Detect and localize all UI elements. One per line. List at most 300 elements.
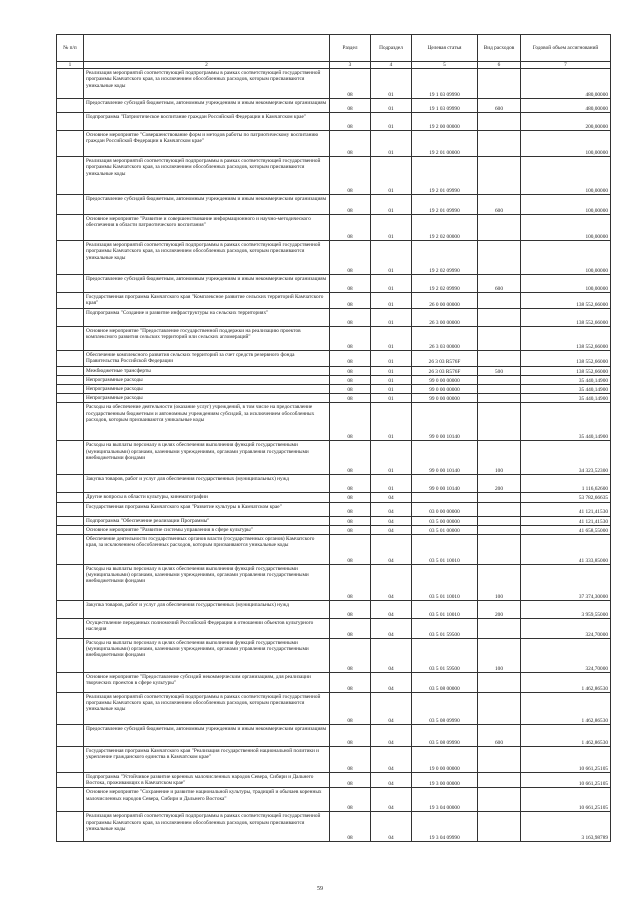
cell-amount: 138 552,66000 <box>521 309 611 327</box>
cell-expense-type <box>478 516 521 525</box>
cell-podrazdel: 04 <box>371 812 412 842</box>
cell-target-article: 03 5 08 09990 <box>412 725 478 747</box>
cell-num <box>57 375 84 384</box>
cell-expense-type <box>478 493 521 502</box>
cell-podrazdel: 01 <box>371 375 412 384</box>
cell-razdel: 08 <box>330 788 371 812</box>
cell-podrazdel: 04 <box>371 502 412 516</box>
cell-expense-type <box>478 215 521 241</box>
cell-name: Реализация мероприятий соответствующей подпрограммы в рамках соответствующей государственной программы Камчатского края, за исключением обособленных расходов, которым присваиваются уникальные коды <box>84 69 330 99</box>
cell-target-article: 03 5 00 00000 <box>412 516 478 525</box>
cell-amount: 10 661,25105 <box>521 788 611 812</box>
cell-expense-type <box>478 535 521 565</box>
cell-expense-type <box>478 673 521 693</box>
table-row <box>57 502 611 516</box>
cell-razdel: 08 <box>330 639 371 673</box>
cell-name: Закупка товаров, работ и услуг для обеспечения государственных (муниципальных) нужд <box>84 601 330 619</box>
column-number: 3 <box>330 62 371 69</box>
cell-podrazdel: 01 <box>371 441 412 475</box>
cell-target-article: 99 0 00 10140 <box>412 403 478 441</box>
cell-expense-type: 600 <box>478 275 521 293</box>
cell-expense-type: 600 <box>478 99 521 113</box>
cell-target-article: 19 3 04 09990 <box>412 812 478 842</box>
cell-podrazdel: 01 <box>371 69 412 99</box>
cell-name: Обеспечение комплексного развития сельских территорий за счет средств резервного фонда Правительства Российской Федерации <box>84 351 330 366</box>
cell-target-article: 19 2 01 09990 <box>412 195 478 215</box>
cell-expense-type <box>478 502 521 516</box>
cell-target-article: 19 3 04 00000 <box>412 788 478 812</box>
table-row <box>57 565 611 601</box>
cell-name: Обеспечение деятельности государственных органов власти (государственных органов) Камчатского края, за исключением обособленных расходов, которым присваиваются уникальные коды <box>84 535 330 565</box>
cell-target-article <box>412 493 478 502</box>
cell-num <box>57 535 84 565</box>
cell-podrazdel: 04 <box>371 725 412 747</box>
cell-amount: 3 163,98789 <box>521 812 611 842</box>
cell-razdel: 08 <box>330 366 371 375</box>
cell-num <box>57 502 84 516</box>
cell-podrazdel: 01 <box>371 293 412 309</box>
cell-razdel: 08 <box>330 351 371 366</box>
table-row <box>57 619 611 639</box>
cell-podrazdel: 01 <box>371 394 412 403</box>
cell-amount: 138 552,66000 <box>521 351 611 366</box>
cell-amount: 200,00000 <box>521 113 611 131</box>
cell-razdel: 08 <box>330 113 371 131</box>
cell-num <box>57 394 84 403</box>
cell-name: Подпрограмма "Создание и развитие инфраструктуры на сельских территориях" <box>84 309 330 327</box>
cell-target-article: 99 0 00 00000 <box>412 394 478 403</box>
table-row <box>57 366 611 375</box>
cell-expense-type <box>478 394 521 403</box>
cell-target-article: 99 0 00 10140 <box>412 441 478 475</box>
cell-razdel: 08 <box>330 516 371 525</box>
cell-expense-type: 100 <box>478 639 521 673</box>
cell-name: Предоставление субсидий бюджетным, автономным учреждениям и иным некоммерческим организациям <box>84 275 330 293</box>
cell-target-article: 26 3 00 00000 <box>412 309 478 327</box>
cell-target-article: 19 2 02 09990 <box>412 275 478 293</box>
cell-amount: 35 440,14900 <box>521 375 611 384</box>
cell-num <box>57 441 84 475</box>
cell-num <box>57 673 84 693</box>
cell-razdel: 08 <box>330 812 371 842</box>
cell-podrazdel: 04 <box>371 516 412 525</box>
cell-amount: 1 462,86530 <box>521 725 611 747</box>
cell-name: Расходы на выплаты персоналу в целях обеспечения выполнения функций государственными (муниципальными) органами, казенными учреждениями, органами управления государственными внебюджетными фондами <box>84 639 330 673</box>
cell-podrazdel: 01 <box>371 275 412 293</box>
cell-expense-type <box>478 525 521 534</box>
cell-razdel: 08 <box>330 309 371 327</box>
header-annual-amount: Годовой объем ассигнований <box>521 35 611 62</box>
cell-num <box>57 113 84 131</box>
cell-name: Реализация мероприятий соответствующей подпрограммы в рамках соответствующей государственной программы Камчатского края, за исключением обособленных расходов, которым присваиваются уникальные коды <box>84 693 330 725</box>
cell-podrazdel: 04 <box>371 639 412 673</box>
table-row <box>57 131 611 157</box>
header-target-article: Целевая статья <box>412 35 478 62</box>
cell-target-article: 03 5 08 09990 <box>412 693 478 725</box>
cell-razdel: 08 <box>330 375 371 384</box>
table-row <box>57 309 611 327</box>
cell-razdel: 08 <box>330 131 371 157</box>
cell-razdel: 08 <box>330 215 371 241</box>
cell-name: Основное мероприятие "Развитие и совершенствование информационного и научно-методического обеспечения в области патриотического воспитания" <box>84 215 330 241</box>
cell-razdel: 08 <box>330 693 371 725</box>
cell-num <box>57 241 84 275</box>
cell-amount: 138 552,66000 <box>521 327 611 351</box>
table-row <box>57 693 611 725</box>
cell-num <box>57 69 84 99</box>
table-row <box>57 403 611 441</box>
cell-amount: 41 658,55000 <box>521 525 611 534</box>
cell-name: Предоставление субсидий бюджетным, автономным учреждениям и иным некоммерческим организациям <box>84 195 330 215</box>
cell-name: Непрограммные расходы <box>84 385 330 394</box>
cell-podrazdel: 04 <box>371 565 412 601</box>
cell-name: Государственная программа Камчатского края "Развитие культуры в Камчатском крае" <box>84 502 330 516</box>
table-row <box>57 195 611 215</box>
table-row <box>57 773 611 788</box>
cell-target-article: 19 3 00 00000 <box>412 773 478 788</box>
cell-razdel: 08 <box>330 525 371 534</box>
cell-expense-type <box>478 113 521 131</box>
table-row <box>57 601 611 619</box>
header-podrazdel: Подраздел <box>371 35 412 62</box>
header-num: № п/п <box>57 35 84 62</box>
cell-num <box>57 403 84 441</box>
table-row <box>57 725 611 747</box>
cell-name: Основное мероприятие "Сохранение и развитие национальной культуры, традиций и обычаев коренных малочисленных народов Севера, Сибири и Дальнего Востока" <box>84 788 330 812</box>
cell-amount: 480,00000 <box>521 99 611 113</box>
cell-target-article: 26 3 03 R576F <box>412 366 478 375</box>
cell-razdel: 08 <box>330 327 371 351</box>
cell-target-article: 26 0 00 00000 <box>412 293 478 309</box>
cell-name: Основное мероприятие "Развитие системы управления в сфере культуры" <box>84 525 330 534</box>
cell-name: Предоставление субсидий бюджетным, автономным учреждениям и иным некоммерческим организациям <box>84 99 330 113</box>
cell-podrazdel: 01 <box>371 131 412 157</box>
cell-razdel: 08 <box>330 403 371 441</box>
cell-num <box>57 195 84 215</box>
cell-amount: 100,00000 <box>521 157 611 195</box>
cell-amount: 324,70000 <box>521 639 611 673</box>
table-row <box>57 535 611 565</box>
cell-razdel: 08 <box>330 502 371 516</box>
table-row <box>57 673 611 693</box>
cell-amount: 100,00000 <box>521 131 611 157</box>
column-number: 1 <box>57 62 84 69</box>
cell-expense-type: 600 <box>478 725 521 747</box>
table-row <box>57 327 611 351</box>
cell-razdel: 08 <box>330 493 371 502</box>
cell-amount: 35 440,14900 <box>521 403 611 441</box>
cell-podrazdel: 04 <box>371 788 412 812</box>
cell-podrazdel: 01 <box>371 215 412 241</box>
cell-podrazdel: 04 <box>371 673 412 693</box>
cell-target-article: 03 0 00 00000 <box>412 502 478 516</box>
cell-razdel: 08 <box>330 69 371 99</box>
cell-expense-type <box>478 619 521 639</box>
cell-name: Межбюджетные трансферты <box>84 366 330 375</box>
cell-expense-type: 500 <box>478 366 521 375</box>
cell-name: Подпрограмма "Обеспечение реализации Программы" <box>84 516 330 525</box>
cell-name: Осуществление переданных полномочий Российской Федерации в отношении объектов культурного наследия <box>84 619 330 639</box>
cell-podrazdel: 01 <box>371 241 412 275</box>
cell-razdel: 08 <box>330 275 371 293</box>
table-row <box>57 99 611 113</box>
cell-target-article: 19 2 01 00000 <box>412 131 478 157</box>
cell-name: Основное мероприятие "Предоставление государственной поддержки на реализацию проектов комплексного развития сельских территорий или сельских агломераций" <box>84 327 330 351</box>
cell-expense-type <box>478 309 521 327</box>
table-row <box>57 441 611 475</box>
cell-num <box>57 157 84 195</box>
cell-amount: 37 374,30000 <box>521 565 611 601</box>
cell-amount: 324,70000 <box>521 619 611 639</box>
cell-podrazdel: 01 <box>371 366 412 375</box>
cell-name: Государственная программа Камчатского края "Комплексное развитие сельских территорий Камчатского края" <box>84 293 330 309</box>
table-header-row <box>57 35 611 62</box>
cell-num <box>57 327 84 351</box>
cell-target-article: 19 2 02 00000 <box>412 215 478 241</box>
cell-num <box>57 693 84 725</box>
cell-razdel: 08 <box>330 195 371 215</box>
cell-podrazdel: 01 <box>371 157 412 195</box>
cell-target-article: 99 0 00 00000 <box>412 385 478 394</box>
cell-podrazdel: 04 <box>371 535 412 565</box>
table-row <box>57 747 611 773</box>
cell-razdel: 08 <box>330 673 371 693</box>
cell-target-article: 19 2 02 09990 <box>412 241 478 275</box>
cell-amount: 41 333,85000 <box>521 535 611 565</box>
cell-num <box>57 99 84 113</box>
cell-podrazdel: 01 <box>371 309 412 327</box>
table-row <box>57 275 611 293</box>
cell-name: Непрограммные расходы <box>84 375 330 384</box>
cell-expense-type <box>478 773 521 788</box>
table-row <box>57 293 611 309</box>
cell-podrazdel: 04 <box>371 493 412 502</box>
cell-name: Расходы на выплаты персоналу в целях обеспечения выполнения функций государственными (муниципальными) органами, казенными учреждениями, органами управления государственными внебюджетными фондами <box>84 565 330 601</box>
budget-table <box>56 34 611 842</box>
cell-target-article: 99 0 00 00000 <box>412 375 478 384</box>
cell-amount: 41 121,41530 <box>521 516 611 525</box>
cell-num <box>57 351 84 366</box>
cell-expense-type <box>478 693 521 725</box>
table-row <box>57 525 611 534</box>
cell-amount: 53 782,66635 <box>521 493 611 502</box>
cell-razdel: 08 <box>330 157 371 195</box>
cell-podrazdel: 04 <box>371 747 412 773</box>
header-razdel: Раздел <box>330 35 371 62</box>
cell-num <box>57 639 84 673</box>
cell-razdel: 08 <box>330 441 371 475</box>
cell-amount: 35 440,14900 <box>521 394 611 403</box>
cell-target-article: 03 5 01 10010 <box>412 565 478 601</box>
cell-amount: 480,00000 <box>521 69 611 99</box>
cell-expense-type <box>478 747 521 773</box>
cell-name: Непрограммные расходы <box>84 394 330 403</box>
cell-num <box>57 131 84 157</box>
cell-amount: 35 440,14900 <box>521 385 611 394</box>
cell-podrazdel: 01 <box>371 385 412 394</box>
cell-name: Закупка товаров, работ и услуг для обеспечения государственных (муниципальных) нужд <box>84 475 330 493</box>
cell-name: Реализация мероприятий соответствующей подпрограммы в рамках соответствующей государственной программы Камчатского края, за исключением обособленных расходов, которым присваиваются уникальные коды <box>84 157 330 195</box>
cell-expense-type <box>478 385 521 394</box>
cell-amount: 100,00000 <box>521 275 611 293</box>
cell-razdel: 08 <box>330 394 371 403</box>
cell-amount: 138 552,66000 <box>521 293 611 309</box>
cell-target-article: 19 2 00 00000 <box>412 113 478 131</box>
cell-podrazdel: 01 <box>371 351 412 366</box>
cell-target-article: 19 0 00 00000 <box>412 747 478 773</box>
cell-expense-type: 200 <box>478 475 521 493</box>
cell-target-article: 19 1 03 09990 <box>412 99 478 113</box>
cell-expense-type <box>478 293 521 309</box>
cell-razdel: 08 <box>330 747 371 773</box>
cell-podrazdel: 01 <box>371 403 412 441</box>
cell-num <box>57 773 84 788</box>
table-row <box>57 215 611 241</box>
table-row <box>57 475 611 493</box>
cell-target-article: 03 5 08 00000 <box>412 673 478 693</box>
cell-expense-type <box>478 351 521 366</box>
cell-razdel: 08 <box>330 535 371 565</box>
cell-razdel: 08 <box>330 475 371 493</box>
cell-target-article: 26 3 03 R576F <box>412 351 478 366</box>
cell-razdel: 08 <box>330 293 371 309</box>
cell-podrazdel: 01 <box>371 327 412 351</box>
cell-target-article: 03 5 01 10010 <box>412 601 478 619</box>
cell-expense-type <box>478 327 521 351</box>
cell-podrazdel: 01 <box>371 475 412 493</box>
cell-expense-type <box>478 157 521 195</box>
column-number: 6 <box>478 62 521 69</box>
cell-razdel: 08 <box>330 601 371 619</box>
cell-amount: 34 323,52300 <box>521 441 611 475</box>
cell-name: Государственная программа Камчатского края "Реализация государственной национальной политики и укрепление гражданского единства в Камчатском крае" <box>84 747 330 773</box>
table-row <box>57 113 611 131</box>
table-row <box>57 69 611 99</box>
cell-razdel: 08 <box>330 725 371 747</box>
cell-amount: 100,00000 <box>521 241 611 275</box>
cell-razdel: 08 <box>330 773 371 788</box>
cell-expense-type: 600 <box>478 195 521 215</box>
cell-podrazdel: 04 <box>371 693 412 725</box>
cell-razdel: 08 <box>330 619 371 639</box>
cell-name: Предоставление субсидий бюджетным, автономным учреждениям и иным некоммерческим организациям <box>84 725 330 747</box>
cell-num <box>57 493 84 502</box>
header-name <box>84 35 330 62</box>
cell-razdel: 08 <box>330 99 371 113</box>
cell-name: Реализация мероприятий соответствующей подпрограммы в рамках соответствующей государственной программы Камчатского края, за исключением обособленных расходов, которым присваиваются уникальные коды <box>84 241 330 275</box>
cell-amount: 138 552,66000 <box>521 366 611 375</box>
table-row <box>57 493 611 502</box>
cell-amount: 100,00000 <box>521 215 611 241</box>
cell-name: Подпрограмма "Патриотическое воспитание граждан Российской Федерации в Камчатском крае" <box>84 113 330 131</box>
cell-expense-type <box>478 812 521 842</box>
cell-name: Реализация мероприятий соответствующей подпрограммы в рамках соответствующей государственной программы Камчатского края, за исключением обособленных расходов, которым присваиваются уникальные коды <box>84 812 330 842</box>
cell-podrazdel: 01 <box>371 113 412 131</box>
cell-target-article: 99 0 00 10140 <box>412 475 478 493</box>
cell-num <box>57 601 84 619</box>
cell-num <box>57 747 84 773</box>
cell-amount: 100,00000 <box>521 195 611 215</box>
column-number: 2 <box>84 62 330 69</box>
column-number: 7 <box>521 62 611 69</box>
cell-amount: 3 959,55000 <box>521 601 611 619</box>
cell-razdel: 08 <box>330 241 371 275</box>
page-number: 59 <box>317 886 323 892</box>
cell-num <box>57 619 84 639</box>
cell-amount: 10 661,25105 <box>521 747 611 773</box>
cell-num <box>57 565 84 601</box>
cell-target-article: 19 2 01 09990 <box>412 157 478 195</box>
cell-podrazdel: 04 <box>371 525 412 534</box>
cell-name: Подпрограмма "Устойчивое развитие коренных малочисленных народов Севера, Сибири и Дальнего Востока, проживающих в Камчатском крае" <box>84 773 330 788</box>
cell-num <box>57 309 84 327</box>
cell-expense-type <box>478 403 521 441</box>
table-row <box>57 375 611 384</box>
cell-expense-type <box>478 788 521 812</box>
cell-num <box>57 293 84 309</box>
cell-podrazdel: 01 <box>371 99 412 113</box>
cell-expense-type <box>478 69 521 99</box>
cell-amount: 41 121,41530 <box>521 502 611 516</box>
cell-num <box>57 475 84 493</box>
cell-razdel: 08 <box>330 565 371 601</box>
cell-expense-type <box>478 241 521 275</box>
cell-target-article: 19 1 03 09990 <box>412 69 478 99</box>
cell-target-article: 03 5 01 00000 <box>412 525 478 534</box>
table-row <box>57 351 611 366</box>
cell-expense-type: 200 <box>478 601 521 619</box>
table-row <box>57 157 611 195</box>
cell-num <box>57 525 84 534</box>
cell-amount: 10 661,25105 <box>521 773 611 788</box>
column-number-row <box>57 62 611 69</box>
cell-podrazdel: 01 <box>371 195 412 215</box>
cell-target-article: 26 3 03 00000 <box>412 327 478 351</box>
cell-num <box>57 725 84 747</box>
cell-podrazdel: 04 <box>371 619 412 639</box>
cell-amount: 1 462,86530 <box>521 673 611 693</box>
cell-expense-type: 100 <box>478 441 521 475</box>
cell-target-article: 03 5 01 59500 <box>412 639 478 673</box>
cell-razdel: 08 <box>330 385 371 394</box>
cell-target-article: 03 5 01 10010 <box>412 535 478 565</box>
cell-num <box>57 516 84 525</box>
cell-num <box>57 275 84 293</box>
column-number: 5 <box>412 62 478 69</box>
cell-name: Основное мероприятие "Предоставление субсидий некоммерческим организациям, для реализации творческих проектов в сфере культуры" <box>84 673 330 693</box>
table-row <box>57 241 611 275</box>
cell-name: Расходы на выплаты персоналу в целях обеспечения выполнения функций государственными (муниципальными) органами, казенными учреждениями, органами управления государственными внебюджетными фондами <box>84 441 330 475</box>
cell-podrazdel: 04 <box>371 601 412 619</box>
table-row <box>57 394 611 403</box>
column-number: 4 <box>371 62 412 69</box>
table-row <box>57 385 611 394</box>
cell-expense-type <box>478 375 521 384</box>
cell-podrazdel: 04 <box>371 773 412 788</box>
table-row <box>57 516 611 525</box>
cell-expense-type <box>478 131 521 157</box>
cell-num <box>57 812 84 842</box>
cell-name: Другие вопросы в области культуры, кинематографии <box>84 493 330 502</box>
cell-name: Расходы на обеспечение деятельности (оказание услуг) учреждений, в том числе на предоставление государственным бюджетным и автономным учреждениям субсидий, за исключением обособленных расходов, которым присваиваются уникальные коды <box>84 403 330 441</box>
table-row <box>57 812 611 842</box>
cell-target-article: 03 5 01 59500 <box>412 619 478 639</box>
cell-num <box>57 215 84 241</box>
cell-num <box>57 385 84 394</box>
cell-num <box>57 788 84 812</box>
cell-expense-type: 100 <box>478 565 521 601</box>
budget-table-page <box>56 34 610 842</box>
